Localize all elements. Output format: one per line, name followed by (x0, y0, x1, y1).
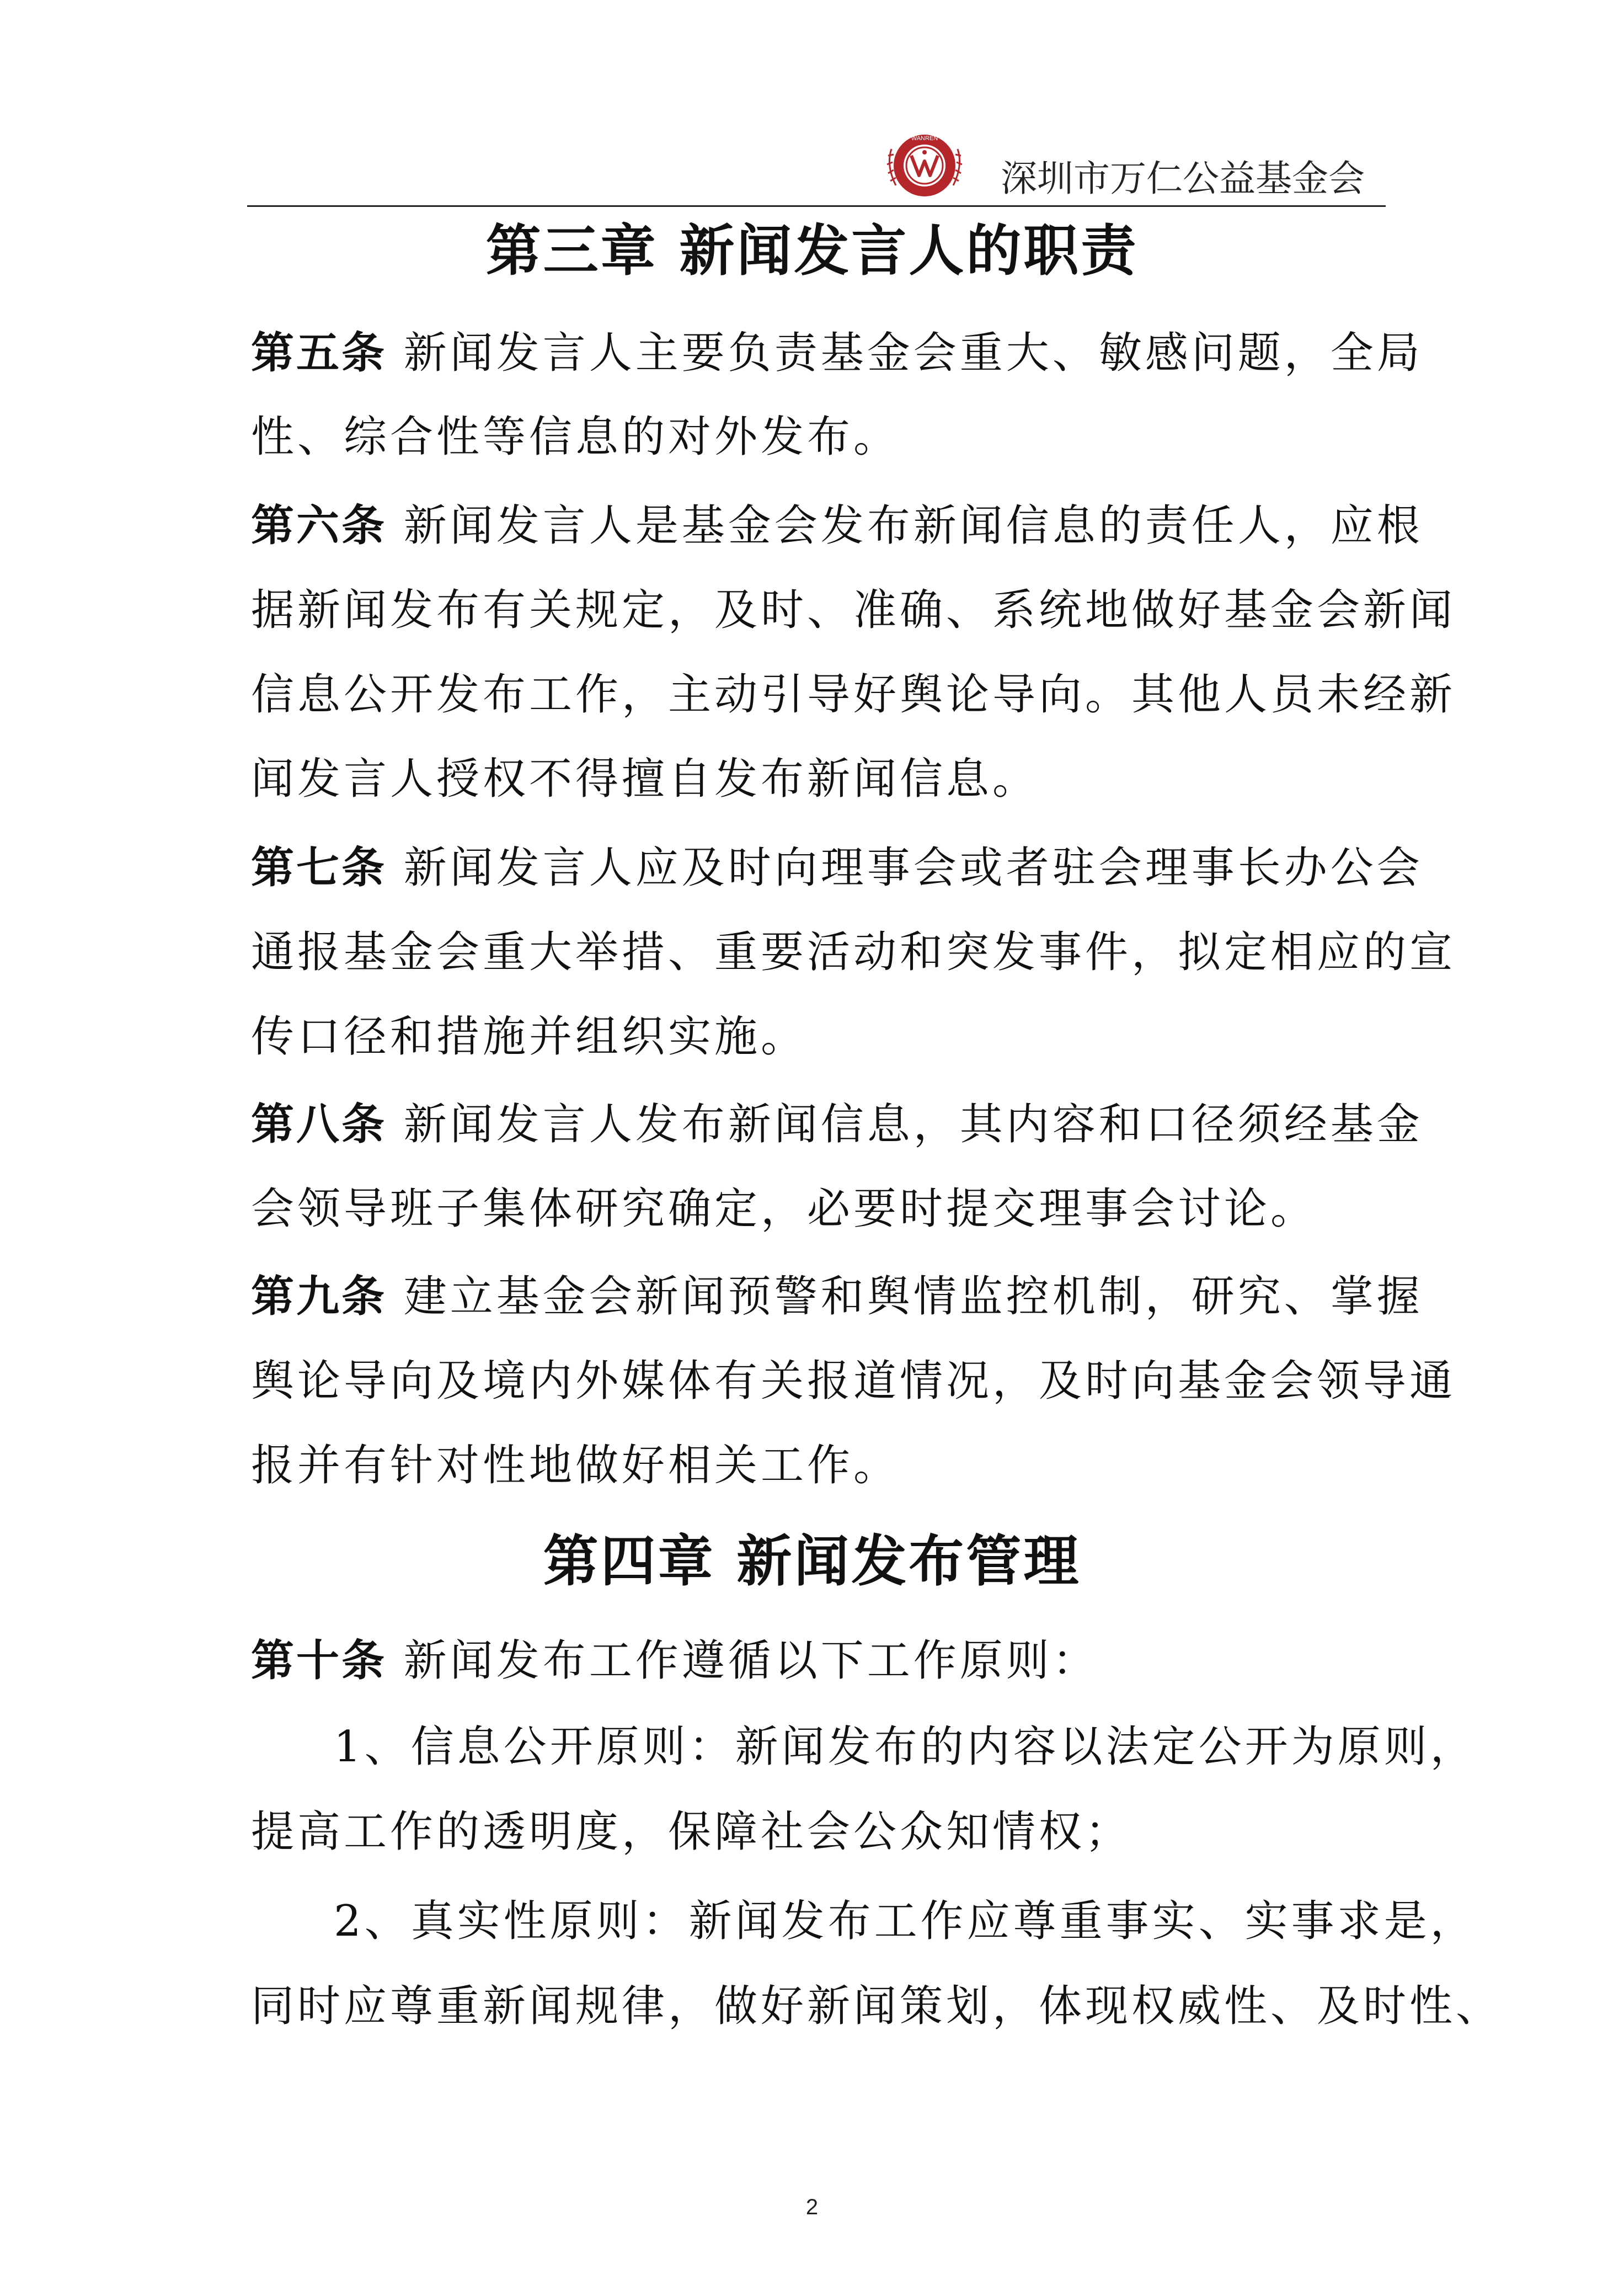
article-7-label: 第七条 (251, 843, 387, 893)
logo-text: WANREN (911, 135, 938, 142)
article-5-label: 第五条 (251, 328, 387, 378)
article-5-line-2: 性、综合性等信息的对外发布。 (251, 412, 900, 462)
chapter-4-title: 第四章 新闻发布管理 (543, 1529, 1081, 1594)
article-5-text-1: 新闻发言人主要负责基金会重大、敏感问题，全局 (387, 328, 1423, 378)
header-divider (247, 205, 1386, 207)
article-8-text-1: 新闻发言人发布新闻信息，其内容和口径须经基金 (387, 1100, 1423, 1149)
foundation-seal-icon (886, 132, 1013, 202)
principle-2-line-2: 同时应尊重新闻规律，做好新闻策划，体现权威性、及时性、 (251, 1981, 1503, 2031)
article-9-text-1: 建立基金会新闻预警和舆情监控机制，研究、掌握 (387, 1272, 1423, 1322)
chapter-3-title: 第三章 新闻发言人的职责 (485, 219, 1139, 283)
article-6-text-1: 新闻发言人是基金会发布新闻信息的责任人，应根 (387, 501, 1423, 551)
article-6-label: 第六条 (251, 501, 387, 551)
principle-1-line-2: 提高工作的透明度，保障社会公众知情权； (251, 1807, 1132, 1857)
page-number: 2 (805, 2195, 819, 2219)
article-6-line-4: 闻发言人授权不得擅自发布新闻信息。 (251, 754, 1039, 804)
organization-name: 深圳市万仁公益基金会 (1001, 157, 1365, 200)
article-7-text-1: 新闻发言人应及时向理事会或者驻会理事长办公会 (387, 843, 1423, 893)
principle-1-line-1: 1、信息公开原则：新闻发布的内容以法定公开为原则， (334, 1722, 1477, 1772)
article-6-line-3: 信息公开发布工作，主动引导好舆论导向。其他人员未经新 (251, 670, 1456, 720)
article-8-label: 第八条 (251, 1100, 387, 1149)
article-8-line-2: 会领导班子集体研究确定，必要时提交理事会讨论。 (251, 1184, 1317, 1234)
principle-2-line-1: 2、真实性原则：新闻发布工作应尊重事实、实事求是， (334, 1896, 1477, 1946)
article-6-line-1 (251, 499, 1423, 552)
article-10-line-1 (251, 1634, 1387, 1687)
foundation-logo (886, 132, 1013, 202)
article-7-line-2: 通报基金会重大举措、重要活动和突发事件，拟定相应的宣 (251, 928, 1456, 977)
page-header (247, 132, 1383, 202)
article-7-line-1 (251, 841, 1423, 894)
article-9-line-2: 舆论导向及境内外媒体有关报道情况，及时向基金会领导通 (251, 1356, 1456, 1406)
article-10-text-1: 新闻发布工作遵循以下工作原则： (387, 1636, 1099, 1686)
article-7-line-3: 传口径和措施并组织实施。 (251, 1012, 808, 1062)
article-9-line-3: 报并有针对性地做好相关工作。 (251, 1441, 900, 1490)
article-5-line-1 (251, 327, 1423, 380)
article-6-line-2: 据新闻发布有关规定，及时、准确、系统地做好基金会新闻 (251, 585, 1456, 635)
article-10-label: 第十条 (251, 1636, 387, 1686)
article-9-label: 第九条 (251, 1272, 387, 1322)
article-9-line-1 (251, 1270, 1423, 1323)
article-8-line-1 (251, 1098, 1423, 1151)
